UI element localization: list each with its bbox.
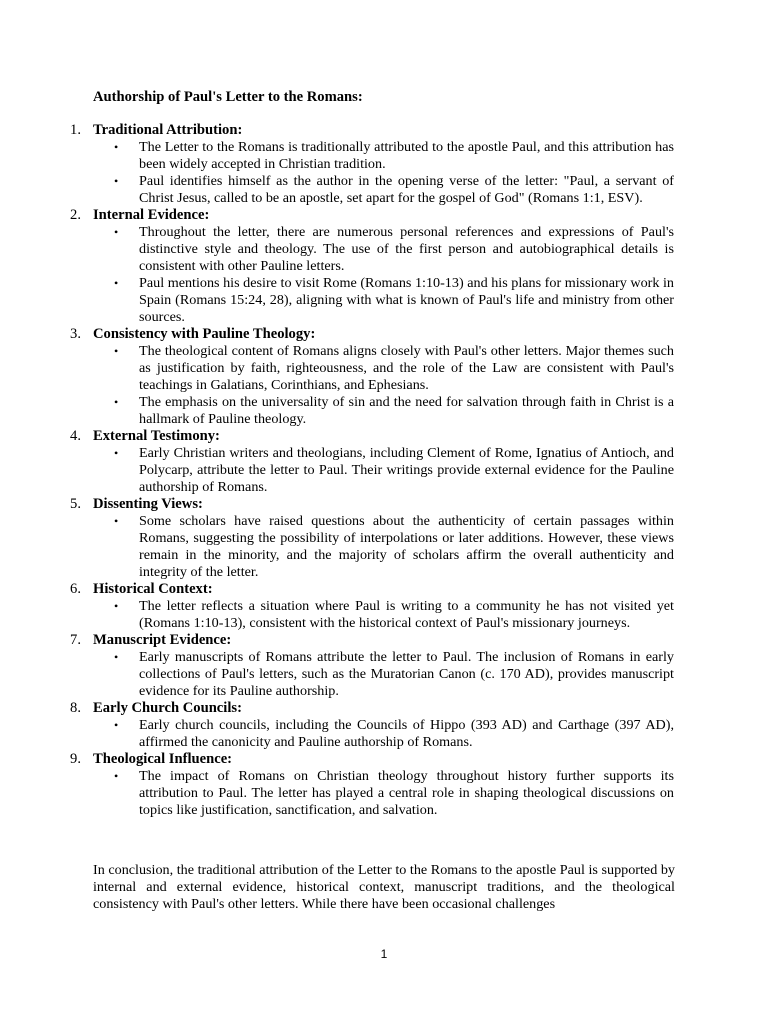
bullet-dot-icon: •: [114, 225, 119, 239]
section-heading-row: [0, 122, 768, 139]
section-number: 6.: [70, 581, 81, 597]
section-heading-row: [0, 581, 768, 598]
bullet-text: The letter reflects a situation where Paul is writing to a community he has not visited yet (Romans 1:10-13), consistent with the historical context of Paul's missionary journeys.: [139, 598, 674, 631]
conclusion-paragraph: In conclusion, the traditional attribution of the Letter to the Romans to the apostle Paul is supported by internal and external evidence, historical context, manuscript traditions, and the theological consistency with Paul's other letters. While there have been occasional challenges: [93, 862, 675, 912]
section-number: 7.: [70, 632, 81, 648]
section-number: 3.: [70, 326, 81, 342]
bullet-item: [0, 173, 768, 207]
section-heading: Traditional Attribution:: [93, 122, 243, 138]
bullet-text: The impact of Romans on Christian theology throughout history further supports its attribution to Paul. The letter has played a central role in shaping theological discussions on topics like justification, sanctification, and salvation.: [139, 768, 674, 818]
section-heading: Consistency with Pauline Theology:: [93, 326, 316, 342]
section-heading: Theological Influence:: [93, 751, 233, 767]
bullet-text: The Letter to the Romans is traditionally attributed to the apostle Paul, and this attribution has been widely accepted in Christian tradition.: [139, 139, 674, 172]
bullet-item: [0, 445, 768, 496]
bullet-text: The emphasis on the universality of sin and the need for salvation through faith in Christ is a hallmark of Pauline theology.: [139, 394, 674, 427]
bullet-dot-icon: •: [114, 174, 119, 188]
list-section: [0, 428, 768, 496]
bullet-item: [0, 139, 768, 173]
bullet-text: Throughout the letter, there are numerous personal references and expressions of Paul's distinctive style and theology. The use of the first person and autobiographical details is consistent with other Pauline letters.: [139, 224, 674, 274]
bullet-dot-icon: •: [114, 276, 119, 290]
bullet-text: Paul mentions his desire to visit Rome (Romans 1:10-13) and his plans for missionary work in Spain (Romans 15:24, 28), aligning with what is known of Paul's life and ministry from other sources.: [139, 275, 674, 325]
bullet-dot-icon: •: [114, 514, 119, 528]
list-section: [0, 751, 768, 819]
bullet-dot-icon: •: [114, 599, 119, 613]
section-heading-row: [0, 632, 768, 649]
list-section: [0, 207, 768, 326]
bullet-item: [0, 717, 768, 751]
bullet-dot-icon: •: [114, 140, 119, 154]
section-heading: Dissenting Views:: [93, 496, 203, 512]
bullet-text: The theological content of Romans aligns closely with Paul's other letters. Major themes such as justification by faith, righteousness, and the role of the Law are consistent with Paul's teachings in Galatians, Corinthians, and Ephesians.: [139, 343, 674, 393]
bullet-item: [0, 649, 768, 700]
section-number: 1.: [70, 122, 81, 138]
section-heading: Internal Evidence:: [93, 207, 210, 223]
bullet-item: [0, 513, 768, 581]
section-number: 4.: [70, 428, 81, 444]
bullet-dot-icon: •: [114, 650, 119, 664]
bullet-item: [0, 768, 768, 819]
bullet-dot-icon: •: [114, 395, 119, 409]
section-heading-row: [0, 496, 768, 513]
list-section: [0, 581, 768, 632]
section-number: 9.: [70, 751, 81, 767]
list-section: [0, 700, 768, 751]
bullet-item: [0, 224, 768, 275]
section-heading: External Testimony:: [93, 428, 220, 444]
section-number: 5.: [70, 496, 81, 512]
section-heading-row: [0, 207, 768, 224]
section-number: 2.: [70, 207, 81, 223]
bullet-dot-icon: •: [114, 718, 119, 732]
section-heading-row: [0, 751, 768, 768]
bullet-text: Some scholars have raised questions about the authenticity of certain passages within Romans, suggesting the possibility of interpolations or later additions. However, these views remain in the minority, and the majority of scholars affirm the overall authenticity and integrity of the letter.: [139, 513, 674, 580]
bullet-dot-icon: •: [114, 769, 119, 783]
list-section: [0, 632, 768, 700]
bullet-text: Early manuscripts of Romans attribute the letter to Paul. The inclusion of Romans in early collections of Paul's letters, such as the Muratorian Canon (c. 170 AD), provides manuscript evidence for its Pauline authorship.: [139, 649, 674, 699]
bullet-item: [0, 394, 768, 428]
list-section: [0, 122, 768, 207]
bullet-dot-icon: •: [114, 344, 119, 358]
page-number: 1: [380, 947, 388, 961]
bullet-text: Paul identifies himself as the author in the opening verse of the letter: "Paul, a servant of Christ Jesus, called to be an apostle, set apart for the gospel of God" (Romans 1:1, ESV).: [139, 173, 674, 206]
list-section: [0, 496, 768, 581]
bullet-item: [0, 343, 768, 394]
bullet-dot-icon: •: [114, 446, 119, 460]
section-heading-row: [0, 428, 768, 445]
bullet-item: [0, 598, 768, 632]
document-title: Authorship of Paul's Letter to the Romans:: [93, 89, 363, 105]
bullet-text: Early church councils, including the Councils of Hippo (393 AD) and Carthage (397 AD), affirmed the canonicity and Pauline authorship of Romans.: [139, 717, 674, 750]
bullet-item: [0, 275, 768, 326]
bullet-text: Early Christian writers and theologians, including Clement of Rome, Ignatius of Antioch, and Polycarp, attribute the letter to Paul. Their writings provide external evidence for the Pauline authorship of Romans.: [139, 445, 674, 495]
section-heading-row: [0, 700, 768, 717]
section-heading: Early Church Councils:: [93, 700, 242, 716]
section-heading: Historical Context:: [93, 581, 213, 597]
numbered-section-list: [0, 122, 768, 819]
section-heading-row: [0, 326, 768, 343]
section-heading: Manuscript Evidence:: [93, 632, 232, 648]
list-section: [0, 326, 768, 428]
section-number: 8.: [70, 700, 81, 716]
